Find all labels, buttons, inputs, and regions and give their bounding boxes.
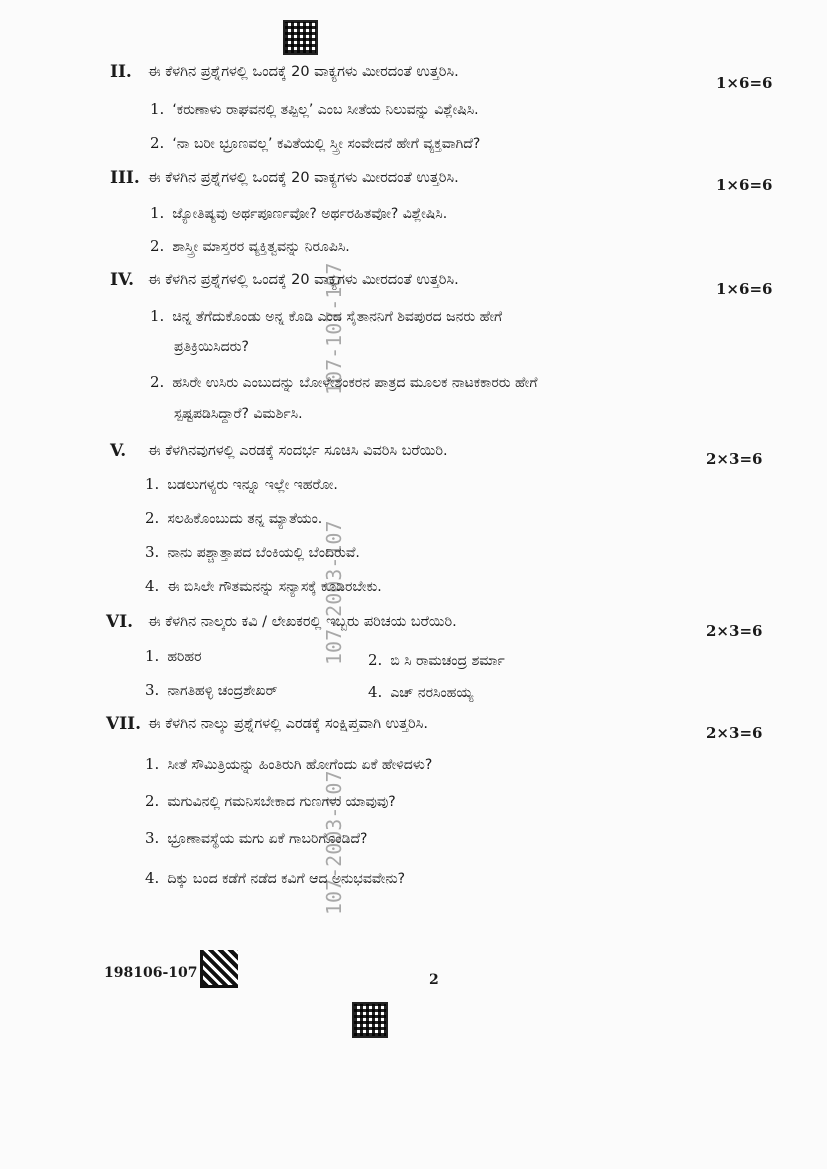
- question-item: [150, 100, 479, 118]
- top-qr-code: [283, 20, 318, 55]
- item-number: 1.: [150, 307, 165, 325]
- watermark-stamp-3: 107-2003-107: [322, 770, 346, 915]
- question-item: [150, 204, 447, 222]
- item-text: ಜ್ಯೋತಿಷ್ಯವು ಅರ್ಥಪೂರ್ಣವೋ? ಅರ್ಥರಹಿತವೋ? ವಿಶ್ಲೇಷಿಸಿ.: [172, 206, 448, 222]
- question-item: [145, 509, 322, 527]
- section-heading: ಈ ಕೆಳಗಿನ ನಾಲ್ಕರು ಕವಿ / ಲೇಖಕರಲ್ಲಿ ಇಬ್ಬರು ಪರಿಚಯ ಬರೆಯಿರಿ.: [148, 614, 457, 630]
- item-number: 3.: [145, 829, 160, 847]
- question-item: [145, 475, 338, 493]
- item-continuation: ಸ್ಪಷ್ಟಪಡಿಸಿದ್ದಾರೆ? ವಿಮರ್ಶಿಸಿ.: [174, 406, 303, 422]
- section-number: V.: [110, 441, 127, 461]
- question-item: [150, 307, 502, 325]
- section-heading: ಈ ಕೆಳಗಿನ ನಾಲ್ಕು ಪ್ರಶ್ನೆಗಳಲ್ಲಿ ಎರಡಕ್ಕೆ ಸಂಕ್ಷಿಪ್ತವಾಗಿ ಉತ್ತರಿಸಿ.: [148, 716, 428, 732]
- item-number: 2.: [150, 373, 165, 391]
- item-text: ನಾನು ಪಶ್ಚಾತ್ತಾಪದ ಬೆಂಕಿಯಲ್ಲಿ ಬೆಂದಿರುವೆ.: [167, 545, 360, 561]
- question-item: [368, 683, 473, 701]
- item-text: ಶಾಸ್ತ್ರೀ ಮಾಸ್ತರರ ವ್ಯಕ್ತಿತ್ವವನ್ನು ನಿರೂಪಿಸಿ.: [172, 239, 350, 255]
- item-number: 1.: [145, 647, 160, 665]
- item-text: ಹರಿಹರ: [167, 649, 202, 665]
- section-heading: ಈ ಕೆಳಗಿನ ಪ್ರಶ್ನೆಗಳಲ್ಲಿ ಒಂದಕ್ಕೆ 20 ವಾಕ್ಯಗಳು ಮೀರದಂತೆ ಉತ್ತರಿಸಿ.: [148, 272, 459, 288]
- item-number: 1.: [150, 204, 165, 222]
- question-item: [150, 237, 350, 255]
- section-number: III.: [110, 168, 140, 188]
- watermark-stamp-2: 107-2003-107: [322, 520, 346, 665]
- item-number: 1.: [145, 475, 160, 493]
- item-number: 4.: [145, 577, 160, 595]
- item-text: ಎಚ್ ನರಸಿಂಹಯ್ಯ: [390, 685, 474, 701]
- item-text: ಸೀತೆ ಸೌಮಿತ್ರಿಯನ್ನು ಹಿಂತಿರುಗಿ ಹೋಗೆಂದು ಏಕೆ ಹೇಳಿದಳು?: [167, 757, 433, 773]
- item-number: 3.: [145, 543, 160, 561]
- item-text: ಸಲಹಿಕೊಂಬುದು ತನ್ನ ಮ್ಯಾತೆಯಂ.: [167, 511, 323, 527]
- section-heading: ಈ ಕೆಳಗಿನ ಪ್ರಶ್ನೆಗಳಲ್ಲಿ ಒಂದಕ್ಕೆ 20 ವಾಕ್ಯಗಳು ಮೀರದಂತೆ ಉತ್ತರಿಸಿ.: [148, 64, 459, 80]
- section-heading: ಈ ಕೆಳಗಿನವುಗಳಲ್ಲಿ ಎರಡಕ್ಕೆ ಸಂದರ್ಭ ಸೂಚಿಸಿ ವಿವರಿಸಿ ಬರೆಯಿರಿ.: [148, 443, 448, 459]
- item-text: ‘ಕರುಣಾಳು ರಾಘವನಲ್ಲಿ ತಪ್ಪಿಲ್ಲ’ ಎಂಬ ಸೀತೆಯ ನಿಲುವನ್ನು ವಿಶ್ಲೇಷಿಸಿ.: [172, 102, 479, 118]
- section-number: IV.: [110, 270, 135, 290]
- section-marks: 2×3=6: [706, 450, 763, 468]
- section-marks: 1×6=6: [716, 176, 773, 194]
- item-number: 4.: [368, 683, 383, 701]
- bottom-qr-code: [352, 1002, 388, 1038]
- section-marks: 2×3=6: [706, 622, 763, 640]
- item-number: 1.: [150, 100, 165, 118]
- item-text: ಈ ಬಿಸಿಲೇ ಗೌತಮನನ್ನು ಸನ್ಯಾಸಕ್ಕೆ ಕೂಡಿರಬೇಕು.: [167, 579, 382, 595]
- question-item: [145, 755, 432, 773]
- section-marks: 1×6=6: [716, 280, 773, 298]
- datamatrix-code: [200, 950, 238, 988]
- item-number: 4.: [145, 869, 160, 887]
- question-item: [150, 373, 537, 391]
- item-continuation: ಪ್ರತಿಕ್ರಿಯಿಸಿದರು?: [174, 339, 249, 355]
- section-number: II.: [110, 62, 132, 82]
- item-text: ಬಡಲುಗಳ್ಯರು ಇನ್ನೂ ಇಲ್ಲೇ ಇಹರೋ.: [167, 477, 338, 493]
- section-number: VII.: [106, 714, 142, 734]
- question-item: [145, 792, 396, 810]
- item-text: ‘ನಾ ಬರೀ ಭ್ರೂಣವಲ್ಲ’ ಕವಿತೆಯಲ್ಲಿ ಸ್ತ್ರೀ ಸಂವೇದನೆ ಹೇಗೆ ವ್ಯಕ್ತವಾಗಿದೆ?: [172, 136, 481, 152]
- item-text: ಬಿ ಸಿ ರಾಮಚಂದ್ರ ಶರ್ಮಾ: [390, 653, 505, 669]
- item-number: 2.: [150, 134, 165, 152]
- item-text: ನಾಗತಿಹಳ್ಳಿ ಚಂದ್ರಶೇಖರ್: [167, 683, 278, 699]
- question-item: [145, 647, 202, 665]
- item-number: 2.: [368, 651, 383, 669]
- section-marks: 2×3=6: [706, 724, 763, 742]
- question-item: [368, 651, 505, 669]
- page-number: 2: [429, 972, 439, 988]
- watermark-stamp-1: 107-107-107: [322, 262, 346, 395]
- item-number: 2.: [145, 792, 160, 810]
- item-text: ಮಗುವಿನಲ್ಲಿ ಗಮನಿಸಬೇಕಾದ ಗುಣಗಳು ಯಾವುವು?: [167, 794, 396, 810]
- section-number: VI.: [106, 612, 134, 632]
- item-text: ಚಿನ್ನ ತೆಗೆದುಕೊಂಡು ಅನ್ನ ಕೊಡಿ ಎಂದ ಸೈತಾನನಿಗೆ ಶಿವಪುರದ ಜನರು ಹೇಗೆ: [172, 309, 503, 325]
- section-heading: ಈ ಕೆಳಗಿನ ಪ್ರಶ್ನೆಗಳಲ್ಲಿ ಒಂದಕ್ಕೆ 20 ವಾಕ್ಯಗಳು ಮೀರದಂತೆ ಉತ್ತರಿಸಿ.: [148, 170, 459, 186]
- item-number: 2.: [150, 237, 165, 255]
- item-number: 3.: [145, 681, 160, 699]
- question-item: [150, 134, 480, 152]
- item-number: 2.: [145, 509, 160, 527]
- paper-code: 198106-107: [104, 965, 198, 981]
- item-text: ಭ್ರೂಣಾವಸ್ಥೆಯ ಮಗು ಏಕೆ ಗಾಬರಿಗೊಂಡಿದೆ?: [167, 831, 368, 847]
- question-item: [145, 681, 278, 699]
- question-item: [145, 869, 405, 887]
- question-item: [145, 829, 367, 847]
- question-item: [145, 543, 360, 561]
- item-text: ಹಸಿರೇ ಉಸಿರು ಎಂಬುದನ್ನು ಬೋಳೇಶಂಕರನ ಪಾತ್ರದ ಮೂಲಕ ನಾಟಕಕಾರರು ಹೇಗೆ: [172, 375, 538, 391]
- question-item: [145, 577, 382, 595]
- section-marks: 1×6=6: [716, 74, 773, 92]
- item-number: 1.: [145, 755, 160, 773]
- item-text: ದಿಕ್ಕು ಬಂದ ಕಡೆಗೆ ನಡೆದ ಕವಿಗೆ ಆದ ಅನುಭವವೇನು?: [167, 871, 406, 887]
